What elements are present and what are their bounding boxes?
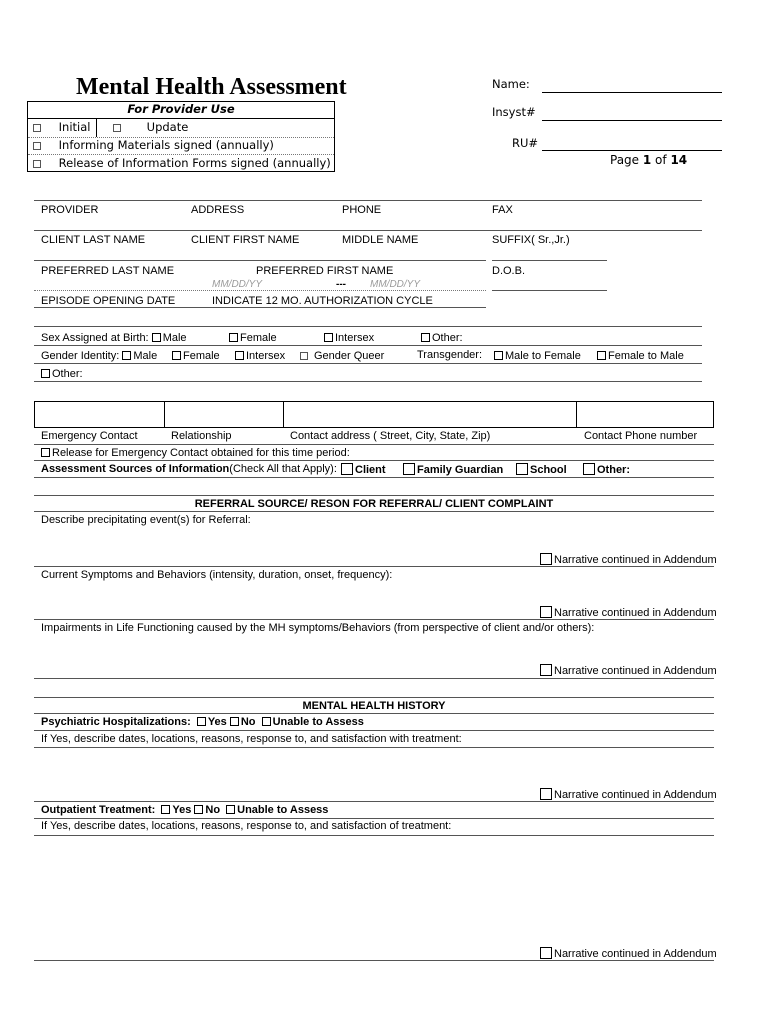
assessment-sources-label: Assessment Sources of Information <box>41 463 230 475</box>
psych-describe-text-area[interactable] <box>34 748 714 786</box>
narrative-checkbox[interactable] <box>540 664 552 676</box>
gender-identity-label: Gender Identity: <box>41 350 120 362</box>
gi-female-checkbox[interactable] <box>172 351 181 360</box>
client-first-name-label: CLIENT FIRST NAME <box>191 234 300 246</box>
impairments-text-area[interactable] <box>34 636 714 662</box>
narrative-checkbox[interactable] <box>540 788 552 800</box>
sex-male-label: Male <box>162 332 187 344</box>
transgender-label: Transgender: <box>417 349 483 361</box>
psych-yes-checkbox[interactable] <box>197 717 206 726</box>
narrative-label: Narrative continued in Addendum <box>554 789 717 801</box>
source-family-label: Family Guardian <box>417 464 504 476</box>
sex-other-label: Other: <box>432 332 463 344</box>
sex-intersex-option[interactable] <box>324 332 374 344</box>
page-indicator <box>610 153 687 167</box>
name-label: Name: <box>492 77 530 91</box>
contact-address-input[interactable] <box>284 402 575 427</box>
source-other-checkbox[interactable] <box>583 463 595 475</box>
source-school-option[interactable] <box>516 463 567 476</box>
date-separator: --- <box>336 279 346 290</box>
informing-option[interactable] <box>33 138 274 152</box>
release-checkbox[interactable] <box>33 160 41 168</box>
fax-label: FAX <box>492 204 513 216</box>
gi-queer-option[interactable] <box>300 350 384 362</box>
source-school-checkbox[interactable] <box>516 463 528 475</box>
narrative-label: Narrative continued in Addendum <box>554 607 717 619</box>
emergency-release-option[interactable] <box>41 447 350 459</box>
outpatient-no-checkbox[interactable] <box>194 805 203 814</box>
source-family-option[interactable] <box>403 463 503 476</box>
page-number: 1 <box>642 153 652 167</box>
psych-unable-label: Unable to Assess <box>272 716 364 728</box>
episode-opening-date-label: EPISODE OPENING DATE <box>41 295 176 307</box>
form-title: Mental Health Assessment <box>76 74 347 100</box>
gi-female-option[interactable] <box>172 350 220 362</box>
date-hint-start: MM/DD/YY <box>212 279 262 290</box>
source-other-label: Other: <box>597 464 630 476</box>
mtf-checkbox[interactable] <box>494 351 503 360</box>
gi-intersex-option[interactable] <box>235 350 285 362</box>
gi-other-checkbox[interactable] <box>41 369 50 378</box>
address-label: ADDRESS <box>191 204 245 216</box>
relationship-label: Relationship <box>171 430 232 442</box>
gi-queer-label: Gender Queer <box>314 350 385 362</box>
psych-yes-label: Yes <box>207 716 227 728</box>
sex-assigned-label: Sex Assigned at Birth: <box>41 332 149 344</box>
ru-field[interactable] <box>542 150 722 151</box>
sex-male-checkbox[interactable] <box>152 333 161 342</box>
sex-other-option[interactable] <box>421 332 463 344</box>
history-heading: MENTAL HEALTH HISTORY <box>302 700 446 712</box>
symptoms-label: Current Symptoms and Behaviors (intensity, duration, onset, frequency): <box>41 569 393 581</box>
update-option[interactable] <box>113 120 188 134</box>
narrative-checkbox[interactable] <box>540 606 552 618</box>
outpatient-yes-checkbox[interactable] <box>161 805 170 814</box>
release-label: Release of Information Forms signed (annually) <box>58 156 331 170</box>
update-checkbox[interactable] <box>113 124 121 132</box>
outpatient-unable-checkbox[interactable] <box>226 805 235 814</box>
outpatient-label: Outpatient Treatment: <box>41 804 156 816</box>
contact-phone-label: Contact Phone number <box>584 430 698 442</box>
initial-checkbox[interactable] <box>33 124 41 132</box>
emergency-release-checkbox[interactable] <box>41 448 50 457</box>
gi-male-label: Male <box>133 350 158 362</box>
suffix-label: SUFFIX( Sr.,Jr.) <box>492 234 570 246</box>
narrative-checkbox[interactable] <box>540 553 552 565</box>
precipitating-label: Describe precipitating event(s) for Referral: <box>41 514 251 526</box>
ftm-option[interactable] <box>597 350 684 362</box>
narrative-addendum-option[interactable] <box>540 947 717 960</box>
assessment-sources-hint: (Check All that Apply): <box>229 463 337 475</box>
dob-label: D.O.B. <box>492 265 526 277</box>
preferred-first-name-label: PREFERRED FIRST NAME <box>256 265 394 277</box>
source-client-checkbox[interactable] <box>341 463 353 475</box>
mtf-option[interactable] <box>494 350 581 362</box>
sex-intersex-label: Intersex <box>335 332 375 344</box>
sex-female-option[interactable] <box>229 332 277 344</box>
emergency-contact-label: Emergency Contact <box>41 430 138 442</box>
source-family-checkbox[interactable] <box>403 463 415 475</box>
narrative-label: Narrative continued in Addendum <box>554 554 717 566</box>
sex-intersex-checkbox[interactable] <box>324 333 333 342</box>
gi-intersex-checkbox[interactable] <box>235 351 244 360</box>
authorization-cycle-label: INDICATE 12 MO. AUTHORIZATION CYCLE <box>212 295 433 307</box>
narrative-label: Narrative continued in Addendum <box>554 948 717 960</box>
emergency-release-label: Release for Emergency Contact obtained for this time period: <box>52 447 350 459</box>
source-client-option[interactable] <box>341 463 386 476</box>
gi-female-label: Female <box>183 350 220 362</box>
page-of: of <box>651 153 671 167</box>
initial-label: Initial <box>58 120 91 134</box>
gi-other-label: Other: <box>52 368 83 380</box>
assessment-sources-row <box>41 463 337 475</box>
source-other-option[interactable] <box>583 463 630 476</box>
gi-other-option[interactable] <box>41 368 83 380</box>
middle-name-label: MIDDLE NAME <box>342 234 419 246</box>
ftm-checkbox[interactable] <box>597 351 606 360</box>
outpatient-yes-label: Yes <box>172 804 192 816</box>
insyst-field[interactable] <box>542 120 722 121</box>
insyst-label: Insyst# <box>492 105 536 119</box>
provider-use-heading: For Provider Use <box>127 102 235 116</box>
name-field[interactable] <box>542 92 722 93</box>
narrative-checkbox[interactable] <box>540 947 552 959</box>
source-school-label: School <box>530 464 567 476</box>
relationship-input[interactable] <box>165 402 282 427</box>
provider-label: PROVIDER <box>41 204 99 216</box>
initial-option[interactable] <box>33 120 90 134</box>
sex-assigned-row <box>41 332 187 344</box>
outpatient-describe-label: If Yes, describe dates, locations, reasons, response to, and satisfaction of treatment: <box>41 820 452 832</box>
sex-female-checkbox[interactable] <box>229 333 238 342</box>
preferred-last-name-label: PREFERRED LAST NAME <box>41 265 175 277</box>
contact-address-label: Contact address ( Street, City, State, Zip) <box>290 430 491 442</box>
page-prefix: Page <box>610 153 643 167</box>
outpatient-no-label: No <box>205 804 221 816</box>
impairments-label: Impairments in Life Functioning caused by the MH symptoms/Behaviors (from perspective of client and/or others): <box>41 622 595 634</box>
gender-identity-row <box>41 350 157 362</box>
gi-intersex-label: Intersex <box>246 350 286 362</box>
date-hint-end: MM/DD/YY <box>370 279 420 290</box>
phone-label: PHONE <box>342 204 382 216</box>
sex-female-label: Female <box>240 332 277 344</box>
psych-hospitalizations-row <box>41 716 364 728</box>
ru-label: RU# <box>512 136 539 150</box>
informing-label: Informing Materials signed (annually) <box>58 138 274 152</box>
update-label: Update <box>146 120 189 134</box>
psych-no-label: No <box>240 716 256 728</box>
outpatient-unable-label: Unable to Assess <box>237 804 329 816</box>
narrative-addendum-option[interactable] <box>540 553 717 566</box>
outpatient-describe-text-area[interactable] <box>34 836 714 944</box>
mtf-label: Male to Female <box>505 350 581 362</box>
psych-describe-label: If Yes, describe dates, locations, reasons, response to, and satisfaction with treatment: <box>41 733 462 745</box>
symptoms-text-area[interactable] <box>34 583 714 605</box>
ftm-label: Female to Male <box>608 350 684 362</box>
page-total: 14 <box>670 153 688 167</box>
release-option[interactable] <box>33 156 331 170</box>
narrative-addendum-option[interactable] <box>540 664 717 677</box>
sex-other-checkbox[interactable] <box>421 333 430 342</box>
narrative-addendum-option[interactable] <box>540 606 717 619</box>
psych-hospitalizations-label: Psychiatric Hospitalizations: <box>41 716 191 728</box>
emergency-contact-input[interactable] <box>35 402 163 427</box>
gi-male-checkbox[interactable] <box>122 351 131 360</box>
source-client-label: Client <box>355 464 386 476</box>
gi-queer-checkbox[interactable] <box>300 352 308 360</box>
referral-heading: REFERRAL SOURCE/ RESON FOR REFERRAL/ CLIENT COMPLAINT <box>194 498 554 510</box>
contact-phone-input[interactable] <box>577 402 713 427</box>
precipitating-text-area[interactable] <box>34 528 714 552</box>
narrative-addendum-option[interactable] <box>540 788 717 801</box>
psych-no-checkbox[interactable] <box>230 717 239 726</box>
client-last-name-label: CLIENT LAST NAME <box>41 234 146 246</box>
narrative-label: Narrative continued in Addendum <box>554 665 717 677</box>
outpatient-treatment-row <box>41 804 328 816</box>
psych-unable-checkbox[interactable] <box>262 717 271 726</box>
informing-checkbox[interactable] <box>33 142 41 150</box>
